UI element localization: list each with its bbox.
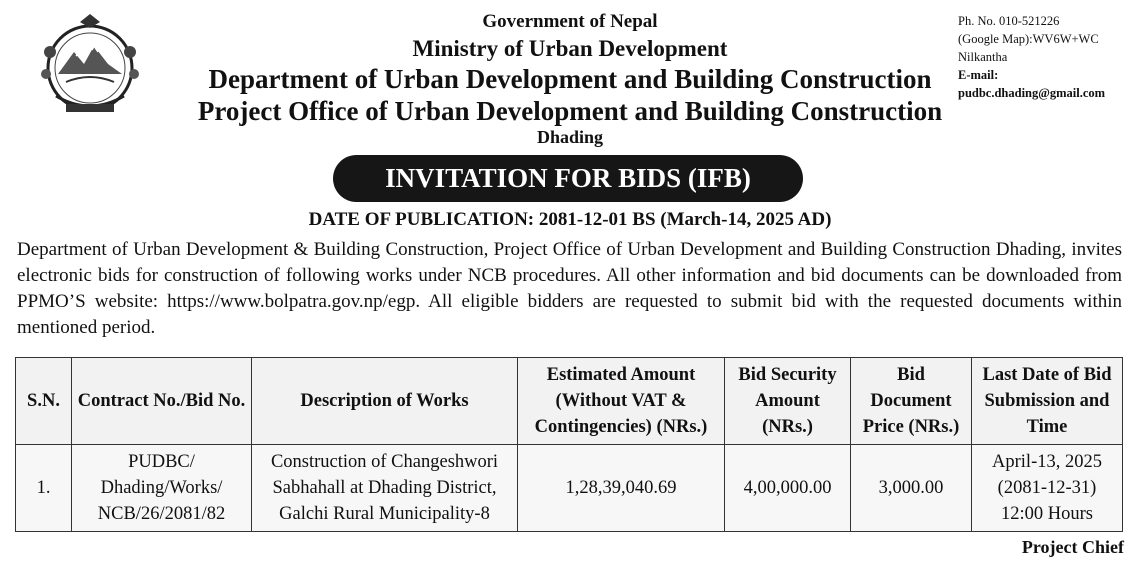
header-last-date: Last Date of Bid Submission and Time xyxy=(972,358,1123,445)
contact-email-label: E-mail: xyxy=(958,68,999,82)
cell-description: Construction of Changeshwori Sabhahall at Dhading District, Galchi Rural Municipality-8 xyxy=(252,445,518,532)
cell-contract: PUDBC/ Dhading/Works/ NCB/26/2081/82 xyxy=(72,445,252,532)
header-sn: S.N. xyxy=(16,358,72,445)
contact-phone: Ph. No. 010-521226 xyxy=(958,14,1060,28)
header-contract: Contract No./Bid No. xyxy=(72,358,252,445)
header-project-office: Project Office of Urban Development and Building Construction xyxy=(197,96,943,126)
header-location: Dhading xyxy=(536,127,604,147)
contact-email[interactable]: pudbc.dhading@gmail.com xyxy=(958,86,1106,100)
header-government: Government of Nepal xyxy=(482,11,658,32)
header-estimated-amount: Estimated Amount (Without VAT & Contingencies) (NRs.) xyxy=(518,358,725,445)
cell-bid-security: 4,00,000.00 xyxy=(725,445,851,532)
notice-body: Department of Urban Development & Building Construction, Project Office of Urban Development and Building Construction Dhading, invites electronic bids for construction of following works under NCB procedures. All other information and bid documents can be downloaded from PPMO’S website: https://www.bolpatra.gov.np/egp. All eligible bidders are requested to submit bid with the requested documents within mentioned period. xyxy=(17,239,1122,338)
government-emblem-icon xyxy=(36,12,144,120)
header-description: Description of Works xyxy=(252,358,518,445)
table-row xyxy=(16,445,1123,532)
ifb-title-banner: INVITATION FOR BIDS (IFB) xyxy=(333,155,803,202)
cell-last-date: April-13, 2025 (2081-12-31) 12:00 Hours xyxy=(972,445,1123,532)
header-document-price: Bid Document Price (NRs.) xyxy=(851,358,972,445)
bids-table xyxy=(15,357,1123,532)
contact-block xyxy=(958,12,1134,102)
cell-estimated-amount: 1,28,39,040.69 xyxy=(518,445,725,532)
cell-sn: 1. xyxy=(16,445,72,532)
cell-document-price: 3,000.00 xyxy=(851,445,972,532)
contact-map: (Google Map):WV6W+WC xyxy=(958,32,1099,46)
header-bid-security: Bid Security Amount (NRs.) xyxy=(725,358,851,445)
header-department: Department of Urban Development and Building Construction xyxy=(208,64,932,94)
header-ministry: Ministry of Urban Development xyxy=(412,36,728,61)
contact-place: Nilkantha xyxy=(958,50,1008,64)
publication-date: DATE OF PUBLICATION: 2081-12-01 BS (March-14, 2025 AD) xyxy=(308,209,832,230)
signature: Project Chief xyxy=(1021,537,1124,557)
table-header-row xyxy=(16,358,1123,445)
